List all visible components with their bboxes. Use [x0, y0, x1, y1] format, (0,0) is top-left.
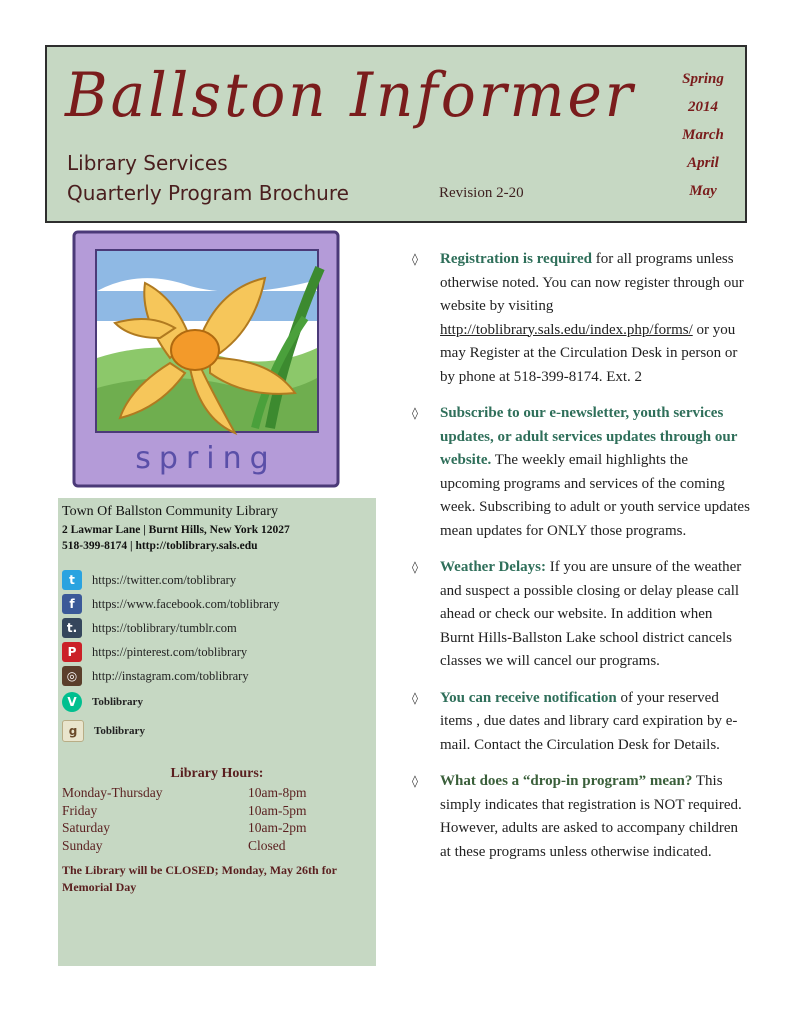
hours-day: Friday	[62, 802, 98, 818]
diamond-bullet-icon: ◊	[412, 690, 418, 705]
item-heading: Registration is required	[440, 251, 592, 267]
hours-time: Closed	[248, 837, 286, 853]
item-heading: Weather Delays:	[440, 559, 546, 575]
facebook-icon: f	[62, 594, 82, 614]
hours-heading: Library Hours:	[170, 766, 264, 781]
list-item-weather	[410, 556, 750, 674]
vine-link[interactable]: Toblibrary	[92, 696, 143, 708]
season-year: 2014	[688, 99, 718, 115]
season-dates	[669, 65, 737, 205]
vine-icon: V	[62, 692, 82, 712]
goodreads-icon: g	[62, 720, 84, 742]
list-item-registration	[410, 248, 750, 389]
item-body: If you are unsure of the weather and suspect a possible closing or delay please call ahead or check our website. In addition when Burnt Hills-Ballston Lake school district cancels classes we will cancel our programs.	[440, 559, 742, 669]
item-heading: You can receive notification	[440, 689, 617, 706]
hours-time: 10am-2pm	[248, 820, 307, 835]
item-body: for all programs unless otherwise noted. You can now register through our website by visiting	[440, 251, 744, 314]
list-item-subscribe	[410, 402, 750, 543]
hours-row	[62, 802, 372, 820]
library-address: 2 Lawmar Lane | Burnt Hills, New York 12027	[62, 524, 290, 536]
hours-time: 10am-5pm	[248, 802, 307, 818]
item-heading: Subscribe to our e-newsletter, youth services updates, or adult services updates through our website.	[440, 405, 738, 468]
season-month-1: March	[682, 127, 724, 143]
spring-daffodil-illustration	[70, 228, 342, 490]
library-name: Town Of Ballston Community Library	[62, 504, 279, 519]
goodreads-link[interactable]: Toblibrary	[94, 725, 145, 737]
item-body-continued: or you may Register at the Circulation Desk in person or by phone at 518-399-8174. Ext. 2	[440, 321, 738, 385]
diamond-bullet-icon: ◊	[412, 774, 418, 788]
facebook-link[interactable]: https://www.facebook.com/toblibrary	[92, 596, 280, 611]
program-notes	[410, 248, 750, 877]
pinterest-link[interactable]: https://pinterest.com/toblibrary	[92, 644, 248, 659]
instagram-icon: ◎	[62, 666, 82, 686]
diamond-bullet-icon: ◊	[412, 560, 418, 574]
hours-table	[62, 784, 372, 854]
social-pinterest[interactable]	[62, 640, 372, 664]
social-facebook[interactable]	[62, 592, 372, 616]
hours-day: Sunday	[62, 837, 103, 853]
instagram-link[interactable]: http://instagram.com/toblibrary	[92, 668, 249, 683]
hours-day: Saturday	[62, 820, 110, 835]
social-instagram[interactable]	[62, 664, 372, 688]
diamond-bullet-icon: ◊	[412, 406, 418, 420]
item-body: The weekly email highlights the upcoming programs and services of the coming week. Subscribing to adult or youth service updates mean updates for ONLY those programs.	[440, 452, 750, 539]
closure-notice: The Library will be CLOSED; Monday, May 26th for Memorial Day	[62, 863, 337, 894]
tumblr-link[interactable]: https://toblibrary/tumblr.com	[92, 620, 237, 635]
subtitle-library-services: Library Services	[67, 151, 228, 175]
list-item-notification	[410, 687, 750, 758]
social-tumblr[interactable]	[62, 616, 372, 640]
library-info-panel	[58, 498, 376, 966]
twitter-link[interactable]: https://twitter.com/toblibrary	[92, 572, 237, 587]
season-month-3: May	[689, 183, 717, 199]
pinterest-icon: P	[62, 642, 82, 662]
subtitle-program-brochure: Quarterly Program Brochure	[67, 181, 349, 205]
masthead	[45, 45, 747, 223]
registration-forms-link[interactable]: http://toblibrary.sals.edu/index.php/forms/	[440, 321, 693, 338]
hours-row	[62, 819, 372, 837]
social-goodreads[interactable]	[62, 716, 372, 746]
hours-time: 10am-8pm	[248, 785, 307, 800]
item-heading: What does a “drop-in program” mean?	[440, 773, 693, 789]
season-month-2: April	[687, 155, 719, 171]
social-twitter[interactable]	[62, 568, 372, 592]
hours-row	[62, 784, 372, 802]
hours-day: Monday-Thursday	[62, 785, 163, 800]
twitter-icon: t	[62, 570, 82, 590]
spring-caption: spring	[135, 441, 277, 476]
newsletter-title: Ballston Informer	[65, 59, 636, 131]
diamond-bullet-icon: ◊	[412, 252, 418, 266]
list-item-drop-in	[410, 770, 750, 864]
revision-label: Revision 2-20	[439, 185, 524, 201]
tumblr-icon: t.	[62, 618, 82, 638]
library-phone-web: 518-399-8174 | http://toblibrary.sals.edu	[62, 540, 258, 552]
item-body: This simply indicates that registration is NOT required. However, adults are asked to accompany children at these programs unless otherwise indicated.	[440, 773, 742, 860]
social-vine[interactable]	[62, 688, 372, 716]
social-links	[62, 568, 372, 746]
season-name: Spring	[682, 71, 724, 87]
item-body: of your reserved items , due dates and library card expiration by e-mail. Contact the Circulation Desk for Details.	[440, 689, 738, 753]
hours-row	[62, 837, 372, 855]
